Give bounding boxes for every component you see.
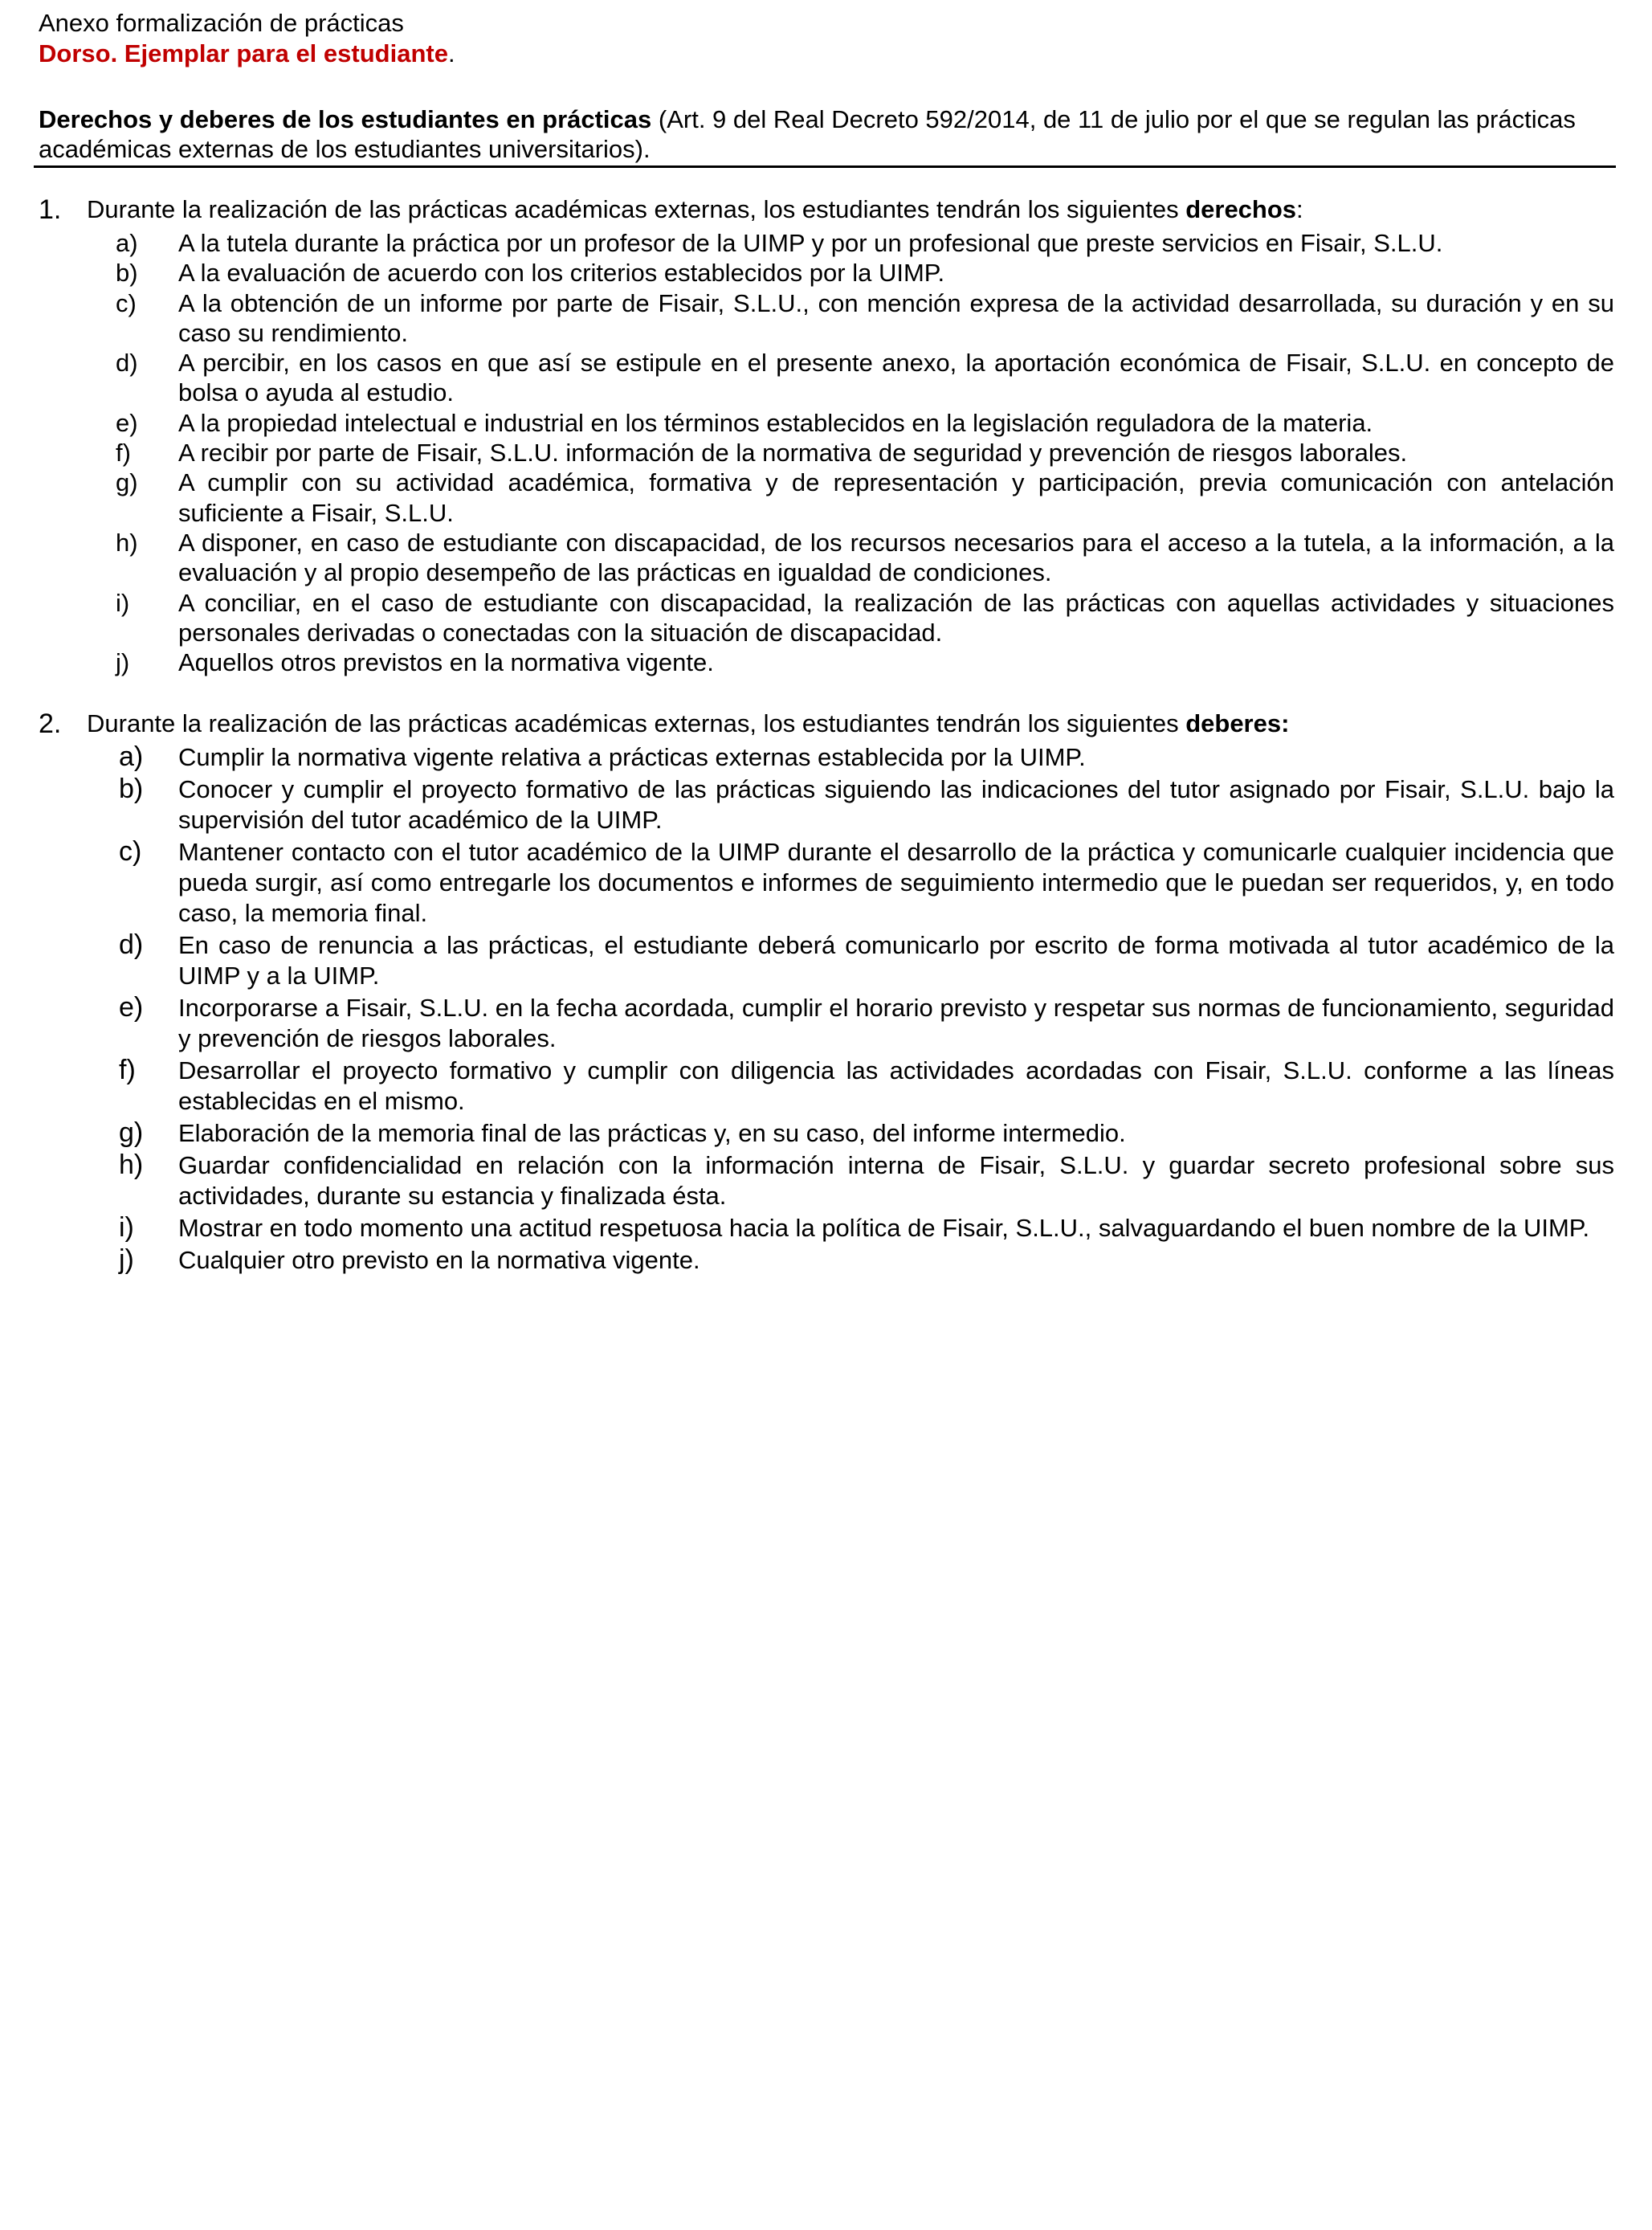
item-letter: i) [116, 588, 130, 617]
rights-lead: Durante la realización de las prácticas académicas externas, los estudiantes tendrán los siguientes [87, 195, 1186, 223]
item-text: Desarrollar el proyecto formativo y cumplir con diligencia las actividades acordadas con Fisair, S.L.U. conforme a las líneas establecidas en el mismo. [178, 1056, 1614, 1115]
item-letter: e) [119, 991, 144, 1023]
duties-keyword: deberes: [1185, 709, 1290, 737]
copy-label [39, 39, 1613, 69]
duties-lead: Durante la realización de las prácticas académicas externas, los estudiantes tendrán los siguientes [87, 709, 1186, 737]
item-text: Conocer y cumplir el proyecto formativo de las prácticas siguiendo las indicaciones del tutor asignado por Fisair, S.L.U. bajo la supervisión del tutor académico de la UIMP. [178, 775, 1614, 834]
list-item [39, 1150, 1614, 1211]
item-text: A conciliar, en el caso de estudiante con discapacidad, la realización de las prácticas con aquellas actividades y situaciones personales derivadas o conectadas con la situación de discapacidad. [178, 588, 1614, 647]
list-item [39, 1213, 1614, 1244]
item-letter: g) [119, 1117, 144, 1148]
rights-heading [39, 194, 1614, 225]
rights-number: 1. [39, 194, 62, 225]
duties-heading [39, 709, 1614, 739]
item-text: Mostrar en todo momento una actitud respetuosa hacia la política de Fisair, S.L.U., salvaguardando el buen nombre de la UIMP. [178, 1214, 1590, 1243]
item-letter: h) [116, 528, 138, 557]
duties-section [39, 709, 1614, 1277]
list-item [39, 588, 1614, 648]
list-item [39, 408, 1614, 438]
duties-list [39, 742, 1614, 1276]
item-letter: b) [119, 774, 144, 805]
item-letter: c) [119, 836, 142, 868]
item-text: En caso de renuncia a las prácticas, el estudiante deberá comunicarlo por escrito de forma motivada al tutor académico de la UIMP y a la UIMP. [178, 930, 1614, 990]
item-text: Cumplir la normativa vigente relativa a prácticas externas establecida por la UIMP. [178, 743, 1086, 771]
header-divider [34, 165, 1616, 168]
list-item [39, 1118, 1614, 1149]
copy-label-text: Dorso. Ejemplar para el estudiante [39, 39, 448, 67]
document-header [39, 8, 1613, 69]
list-item [39, 528, 1614, 588]
item-letter: e) [116, 408, 138, 437]
item-text: A la evaluación de acuerdo con los criterios establecidos por la UIMP. [178, 259, 945, 288]
item-text: A la obtención de un informe por parte de Fisair, S.L.U., con mención expresa de la actividad desarrollada, su duración y en su caso su rendimiento. [178, 288, 1614, 347]
list-item [39, 288, 1614, 349]
list-item [39, 742, 1614, 773]
item-text: A percibir, en los casos en que así se estipule en el presente anexo, la aportación económica de Fisair, S.L.U. en concepto de bolsa o ayuda al estudio. [178, 349, 1614, 407]
item-letter: g) [116, 468, 138, 497]
item-text: A la propiedad intelectual e industrial en los términos establecidos en la legislación reguladora de la materia. [178, 408, 1373, 437]
intro-reference: (Art. 9 del Real Decreto 592/2014, de 11 de julio por el que se regulan las prácticas académicas externas de los estudiantes universitarios). [39, 105, 1576, 163]
item-text: Elaboración de la memoria final de las prácticas y, en su caso, del informe intermedio. [178, 1118, 1126, 1147]
item-text: A recibir por parte de Fisair, S.L.U. información de la normativa de seguridad y prevención de riesgos laborales. [178, 439, 1408, 468]
item-letter: a) [116, 229, 138, 257]
annex-title: Anexo formalización de prácticas [39, 9, 404, 37]
copy-label-end: . [447, 39, 455, 67]
item-letter: j) [119, 1244, 134, 1276]
item-text: Aquellos otros previstos en la normativa vigente. [178, 648, 714, 677]
rights-list [39, 228, 1614, 677]
list-item [39, 837, 1614, 928]
item-letter: d) [119, 929, 144, 960]
rights-end: : [1296, 195, 1303, 223]
item-letter: d) [116, 349, 138, 378]
list-item [39, 1056, 1614, 1117]
intro-title: Derechos y deberes de los estudiantes en prácticas [39, 105, 652, 133]
item-text: Guardar confidencialidad en relación con la información interna de Fisair, S.L.U. y guardar secreto profesional sobre sus actividades, durante su estancia y finalizada ésta. [178, 1151, 1614, 1210]
list-item [39, 930, 1614, 991]
intro-paragraph [39, 104, 1613, 164]
item-text: A cumplir con su actividad académica, formativa y de representación y participación, previa comunicación con antelación suficiente a Fisair, S.L.U. [178, 468, 1614, 527]
list-item [39, 228, 1614, 258]
item-letter: c) [116, 288, 137, 317]
list-item [39, 1245, 1614, 1276]
item-text: Mantener contacto con el tutor académico de la UIMP durante el desarrollo de la práctica y comunicarle cualquier incidencia que pueda surgir, así como entregarle los documentos e informes de seguimiento intermedio que le puedan ser requeridos, y, en todo caso, la memoria final. [178, 838, 1614, 927]
list-item [39, 468, 1614, 528]
list-item [39, 348, 1614, 408]
item-letter: h) [119, 1150, 144, 1181]
item-letter: f) [116, 439, 131, 468]
rights-keyword: derechos [1185, 195, 1297, 223]
item-text: A disponer, en caso de estudiante con discapacidad, de los recursos necesarios para el acceso a la tutela, a la información, a la evaluación y al propio desempeño de las prácticas en igualdad de condiciones. [178, 528, 1614, 587]
item-letter: b) [116, 259, 138, 288]
rights-section [39, 194, 1614, 677]
item-letter: a) [119, 741, 144, 772]
list-item [39, 438, 1614, 468]
list-item [39, 647, 1614, 677]
item-letter: i) [119, 1212, 134, 1244]
item-text: Cualquier otro previsto en la normativa vigente. [178, 1246, 700, 1275]
list-item [39, 993, 1614, 1054]
item-text: A la tutela durante la práctica por un profesor de la UIMP y por un profesional que preste servicios en Fisair, S.L.U. [178, 229, 1443, 257]
item-letter: j) [116, 648, 130, 677]
item-letter: f) [119, 1054, 136, 1085]
list-item [39, 774, 1614, 835]
duties-number: 2. [39, 709, 62, 739]
item-text: Incorporarse a Fisair, S.L.U. en la fecha acordada, cumplir el horario previsto y respetar sus normas de funcionamiento, seguridad y prevención de riesgos laborales. [178, 993, 1614, 1052]
list-item [39, 258, 1614, 288]
